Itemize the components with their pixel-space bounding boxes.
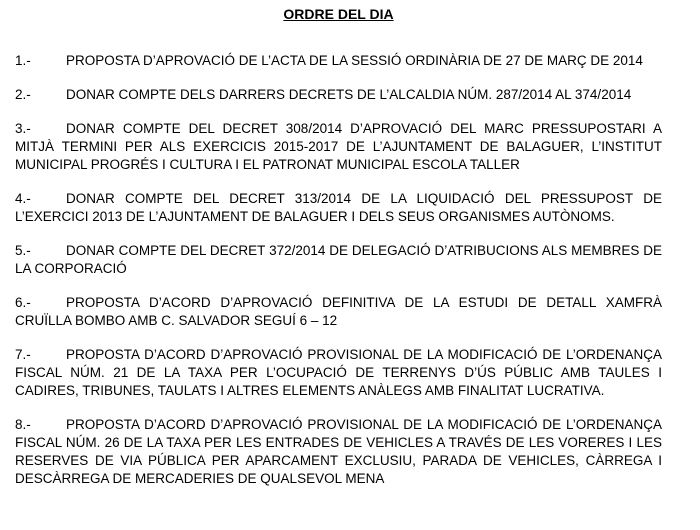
agenda-item-number: 5.- xyxy=(15,243,31,258)
agenda-item-text: PROPOSTA D’ACORD D’APROVACIÓ PROVISIONAL DE LA MODIFICACIÓ DE L’ORDENANÇA FISCAL NÚM. 21 DE LA TAXA PER L’OCUPACIÓ DE TERRENYS D’ÚS PÚBLIC AMB TAULES I CADIRES, TRIBUNES, TAULATS I ALTRES ELEMENTS ANÀLEGS AMB FINALITAT LUCRATIVA. xyxy=(15,347,662,398)
agenda-item-text: PROPOSTA D’ACORD D’APROVACIÓ PROVISIONAL DE LA MODIFICACIÓ DE L’ORDENANÇA FISCAL NÚM. 26 DE LA TAXA PER LES ENTRADES DE VEHICLES A TRAVÉS DE LES VORERES I LES RESERVES DE VIA PÚBLICA PER APARCAMENT EXCLUSIU, PARADA DE VEHICLES, CÀRREGA I DESCÀRREGA DE MERCADERIES DE QUALSEVOL MENA xyxy=(15,417,662,486)
agenda-item xyxy=(15,346,662,400)
agenda-item xyxy=(15,416,662,488)
agenda-item xyxy=(15,86,662,104)
agenda-item-number: 1.- xyxy=(15,53,31,68)
agenda-item xyxy=(15,242,662,278)
document-title: ORDRE DEL DIA xyxy=(283,6,394,22)
agenda-item-number: 2.- xyxy=(15,87,31,102)
agenda-item-number: 3.- xyxy=(15,121,31,136)
agenda-item-text: DONAR COMPTE DELS DARRERS DECRETS DE L’ALCALDIA NÚM. 287/2014 AL 374/2014 xyxy=(66,87,632,102)
agenda-item xyxy=(15,120,662,174)
agenda-item xyxy=(15,52,662,70)
agenda-item-text: PROPOSTA D’APROVACIÓ DE L’ACTA DE LA SESSIÓ ORDINÀRIA DE 27 DE MARÇ DE 2014 xyxy=(66,53,643,68)
agenda-item-number: 7.- xyxy=(15,347,31,362)
agenda-item-text: DONAR COMPTE DEL DECRET 308/2014 D’APROVACIÓ DEL MARC PRESSUPOSTARI A MITJÀ TERMINI PER ALS EXERCICIS 2015-2017 DE L’AJUNTAMENT DE BALAGUER, L’INSTITUT MUNICIPAL PROGRÉS I CULTURA I EL PATRONAT MUNICIPAL ESCOLA TALLER xyxy=(15,121,662,172)
document-page xyxy=(15,0,662,504)
agenda-item-number: 6.- xyxy=(15,295,31,310)
agenda-item xyxy=(15,294,662,330)
agenda-item xyxy=(15,190,662,226)
agenda-item-number: 8.- xyxy=(15,417,31,432)
agenda-item-text: PROPOSTA D’ACORD D’APROVACIÓ DEFINITIVA DE LA ESTUDI DE DETALL XAMFRÀ CRUÏLLA BOMBO AMB C. SALVADOR SEGUÍ 6 – 12 xyxy=(15,295,662,328)
agenda-item-text: DONAR COMPTE DEL DECRET 372/2014 DE DELEGACIÓ D’ATRIBUCIONS ALS MEMBRES DE LA CORPORACIÓ xyxy=(15,243,662,276)
agenda-item-number: 4.- xyxy=(15,191,31,206)
agenda-item-text: DONAR COMPTE DEL DECRET 313/2014 DE LA LIQUIDACIÓ DEL PRESSUPOST DE L’EXERCICI 2013 DE L’AJUNTAMENT DE BALAGUER I DELS SEUS ORGANISMES AUTÒNOMS. xyxy=(15,191,662,224)
